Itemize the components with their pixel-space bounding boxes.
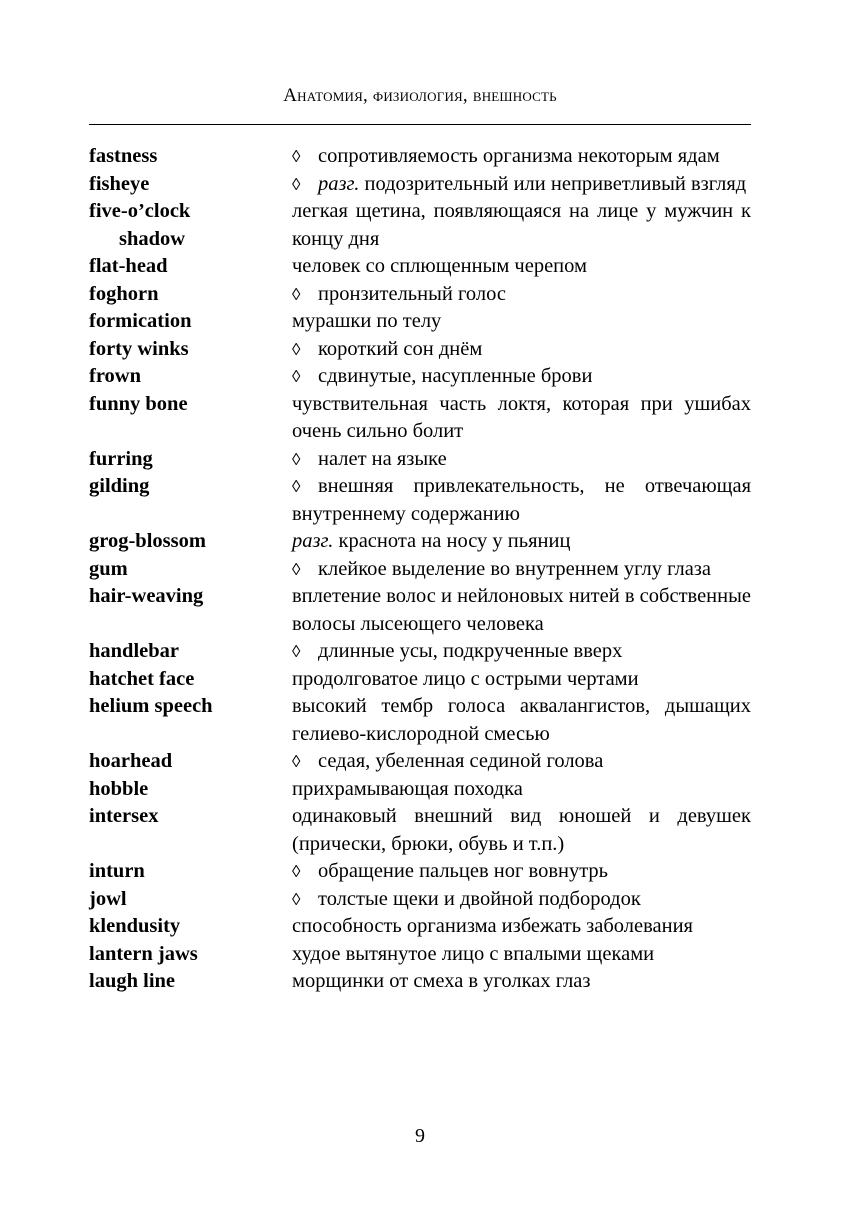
entry-term-text: gilding [89,475,150,497]
diamond-icon: ◊ [292,147,301,166]
dictionary-entry [89,446,751,474]
definition-text: длинные усы, подкрученные вверх [318,640,623,662]
definition-text: клейкое выделение во внутреннем углу глаза [318,557,712,580]
entry-term [89,886,292,914]
diamond-icon: ◊ [292,862,301,881]
diamond-icon: ◊ [292,752,301,771]
definition-text: худое вытянутое лицо с впалыми щеками [292,942,655,965]
entry-term-text: gum [89,557,128,580]
definition-text: вплетение волос и нейлоновых нитей в собственные волосы лысеющего человека [292,585,751,635]
dictionary-entry [89,143,751,171]
entry-term [89,171,292,199]
definition-text: одинаковый внешний вид юношей и девушек (прически, брюки, обувь и т.п.) [292,805,751,855]
entry-term [89,281,292,309]
dictionary-entry [89,171,751,199]
entry-term [89,308,292,336]
entry-term [89,336,292,364]
entry-definition [292,913,751,941]
entry-term-continuation: shadow [119,227,186,250]
entry-definition [292,528,751,556]
entry-term-text: grog-blossom [89,530,206,552]
definition-text: седая, убеленная сединой голова [318,750,604,772]
entry-term-text: lantern jaws [89,942,198,965]
entry-definition [292,473,751,528]
entry-term-text: hatchet face [89,667,195,690]
definition-text: толстые щеки и двойной подбородок [318,887,641,910]
definition-text: обращение пальцев ног вовнутрь [318,860,609,882]
usage-label: разг. [318,172,360,195]
entry-term [89,528,292,556]
entry-term [89,803,292,831]
dictionary-entry [89,583,751,638]
entry-definition [292,391,751,446]
dictionary-entry [89,776,751,804]
definition-text: краснота на носу у пьяниц [338,530,571,552]
entry-definition [292,968,751,996]
entry-term [89,198,292,253]
entry-definition [292,858,751,886]
diamond-icon: ◊ [292,477,301,496]
definition-text: продолговатое лицо с острыми чертами [292,667,639,690]
definition-text: пронзительный голос [318,282,506,305]
entry-term-text: klendusity [89,915,181,937]
entry-definition [292,583,751,638]
entry-definition [292,281,751,309]
definition-text: прихрамывающая походка [292,777,523,800]
dictionary-entries [89,143,751,996]
entry-term [89,556,292,584]
entry-definition [292,886,751,914]
entry-definition [292,748,751,776]
entry-definition [292,693,751,748]
dictionary-entry [89,556,751,584]
entry-term-text: five-o’clock [89,200,191,222]
diamond-icon: ◊ [292,642,301,661]
entry-term-text: hoarhead [89,750,173,772]
diamond-icon: ◊ [292,889,301,909]
dictionary-entry [89,803,751,858]
entry-term-text: handlebar [89,640,179,662]
entry-term-text: formication [89,310,192,332]
header-rule [89,124,751,125]
diamond-icon: ◊ [292,449,301,469]
entry-term-text: foghorn [89,282,159,305]
definition-text: сопротивляемость организма некоторым ядам [318,145,720,167]
diamond-icon: ◊ [292,339,301,359]
dictionary-entry [89,253,751,281]
entry-term [89,583,292,611]
entry-term [89,858,292,886]
entry-term-text: funny bone [89,392,188,415]
dictionary-entry [89,748,751,776]
diamond-icon: ◊ [292,367,301,386]
entry-definition [292,446,751,474]
dictionary-entry [89,638,751,666]
definition-text: короткий сон днём [318,337,483,360]
entry-term-text: fisheye [89,172,150,195]
dictionary-entry [89,941,751,969]
dictionary-entry [89,391,751,446]
entry-term [89,391,292,419]
entry-term [89,253,292,281]
dictionary-entry [89,666,751,694]
definition-text: морщинки от смеха в уголках глаз [292,970,591,992]
entry-term-text: furring [89,447,153,470]
entry-term-text: frown [89,365,142,387]
dictionary-entry [89,281,751,309]
definition-text: внешняя привлекательность, не отвечающая внутреннему содержанию [292,475,751,525]
definition-text: сдвинутые, насупленные брови [318,365,593,387]
entry-term-text: laugh line [89,970,176,992]
dictionary-entry [89,858,751,886]
entry-term [89,666,292,694]
definition-text: высокий тембр голоса аквалангистов, дышащих гелиево-кислородной смесью [292,695,751,745]
entry-term-text: hair-weaving [89,585,204,607]
entry-term [89,473,292,501]
dictionary-entry [89,308,751,336]
dictionary-entry [89,336,751,364]
entry-definition [292,638,751,666]
entry-definition [292,666,751,694]
dictionary-entry [89,968,751,996]
entry-term-text: flat-head [89,255,168,277]
definition-text: способность организма избежать заболевания [292,915,693,937]
entry-definition [292,556,751,584]
entry-term [89,748,292,776]
entry-definition [292,143,751,171]
entry-term [89,363,292,391]
dictionary-entry [89,886,751,914]
diamond-icon: ◊ [292,284,301,304]
diamond-icon: ◊ [292,174,301,194]
definition-text: чувствительная часть локтя, которая при ушибах очень сильно болит [292,392,751,442]
entry-definition [292,776,751,804]
entry-definition [292,198,751,253]
definition-text: легкая щетина, появляющаяся на лице у мужчин к концу дня [292,200,751,250]
dictionary-entry [89,198,751,253]
entry-definition [292,171,751,199]
definition-text: подозрительный или неприветливый взгляд [364,172,747,195]
entry-definition [292,803,751,858]
entry-definition [292,941,751,969]
entry-definition [292,253,751,281]
entry-term [89,638,292,666]
entry-term-text: inturn [89,860,145,882]
entry-term [89,693,292,721]
entry-term-text: forty winks [89,337,189,360]
usage-label: разг. [292,530,334,552]
running-head: Анатомия, физиология, внешность [283,85,557,106]
entry-term-text: helium speech [89,695,213,717]
entry-definition [292,336,751,364]
dictionary-entry [89,528,751,556]
entry-term [89,913,292,941]
entry-term-text: intersex [89,805,159,827]
diamond-icon: ◊ [292,559,301,579]
page-number: 9 [415,1125,425,1147]
entry-term [89,941,292,969]
definition-text: мурашки по телу [292,310,442,332]
dictionary-entry [89,693,751,748]
entry-term [89,446,292,474]
dictionary-entry [89,913,751,941]
dictionary-entry [89,473,751,528]
entry-term [89,968,292,996]
entry-definition [292,363,751,391]
entry-term-text: fastness [89,145,158,167]
entry-term [89,143,292,171]
dictionary-entry [89,363,751,391]
entry-term-text: hobble [89,777,149,800]
entry-term-text: jowl [89,887,127,910]
entry-term [89,776,292,804]
entry-definition [292,308,751,336]
definition-text: человек со сплющенным черепом [292,255,587,277]
definition-text: налет на языке [318,447,447,470]
